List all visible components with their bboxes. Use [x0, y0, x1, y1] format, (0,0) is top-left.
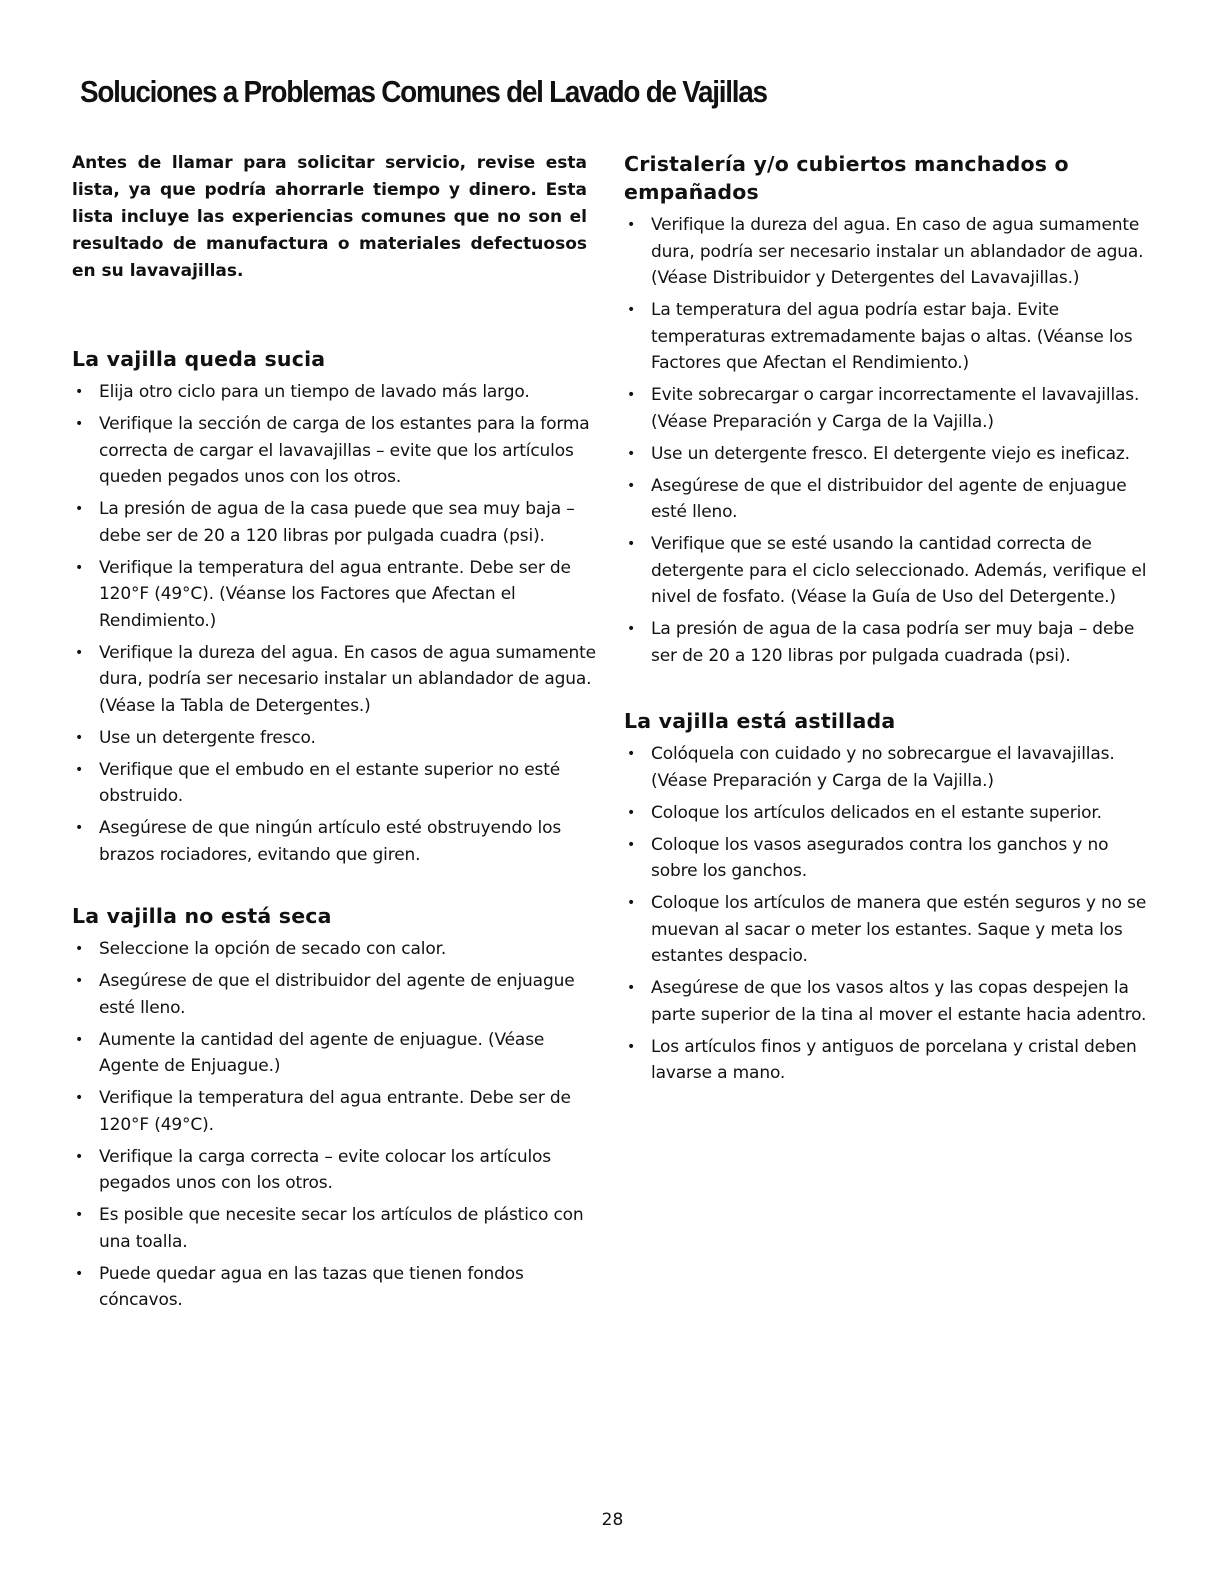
bullet-icon: •	[627, 302, 636, 318]
bullet-icon: •	[627, 477, 636, 494]
list-item	[72, 968, 597, 1021]
bullet-list	[624, 212, 1154, 669]
list-item-text: La temperatura del agua podría estar baja. Evite temperaturas extremadamente bajas o altas. (Véanse los Factores que Afectan el Rendimiento.)	[651, 300, 1133, 373]
list-item-text: Elija otro ciclo para un tiempo de lavado más largo.	[99, 382, 530, 402]
bullet-list	[624, 741, 1154, 1087]
bullet-icon: •	[75, 384, 84, 400]
bullet-icon: •	[627, 217, 636, 233]
list-item	[624, 441, 1154, 468]
list-item	[72, 411, 597, 491]
section-chipped-dishes	[624, 707, 1154, 1087]
bullet-icon: •	[75, 1031, 84, 1048]
list-item	[624, 473, 1154, 526]
list-item-text: Verifique la dureza del agua. En caso de agua sumamente dura, podría ser necesario instalar un ablandador de agua. (Véase Distribuidor y Detergentes del Lavavajillas.)	[651, 215, 1144, 288]
section-heading: La vajilla queda sucia	[72, 347, 326, 371]
bullet-icon: •	[75, 941, 84, 957]
bullet-icon: •	[75, 559, 84, 576]
bullet-icon: •	[75, 1207, 84, 1223]
bullet-icon: •	[627, 895, 636, 911]
section-heading: Cristalería y/o cubiertos manchados o empañados	[624, 152, 1069, 204]
bullet-icon: •	[75, 761, 84, 778]
list-item	[72, 555, 597, 635]
list-item-text: Use un detergente fresco.	[99, 727, 316, 748]
section-dishes-not-clean	[72, 345, 597, 868]
list-item-text: Coloque los artículos de manera que estén seguros y no se muevan al sacar o meter los estantes. Saque y meta los estantes despacio.	[651, 893, 1147, 966]
list-item	[72, 379, 597, 406]
list-item	[624, 890, 1154, 970]
list-item	[624, 616, 1154, 669]
bullet-icon: •	[75, 820, 84, 836]
section-spotted-glassware	[624, 150, 1154, 669]
list-item-text: Verifique que el embudo en el estante superior no esté obstruido.	[99, 759, 561, 806]
list-item	[72, 1202, 597, 1255]
list-item-text: Asegúrese de que el distribuidor del agente de enjuague esté lleno.	[651, 475, 1127, 522]
list-item	[624, 212, 1154, 292]
bullet-icon: •	[627, 387, 636, 403]
list-item-text: Aumente la cantidad del agente de enjuague. (Véase Agente de Enjuague.)	[99, 1029, 545, 1076]
list-item	[72, 1144, 597, 1197]
list-item-text: Evite sobrecargar o cargar incorrectamente el lavavajillas. (Véase Preparación y Carga de la Vajilla.)	[651, 385, 1140, 432]
bullet-icon: •	[75, 1265, 84, 1282]
list-item-text: Verifique que se esté usando la cantidad correcta de detergente para el ciclo seleccionado. Además, verifique el nivel de fosfato. (Véase la Guía de Uso del Detergente.)	[651, 534, 1147, 607]
list-item	[72, 936, 597, 963]
bullet-list	[72, 379, 597, 868]
page-number: 28	[601, 1510, 624, 1530]
list-item	[72, 496, 597, 549]
list-item	[72, 725, 597, 752]
bullet-icon: •	[75, 973, 84, 989]
list-item-text: Seleccione la opción de secado con calor.	[99, 939, 447, 959]
list-item-text: Es posible que necesite secar los artículos de plástico con una toalla.	[99, 1205, 584, 1252]
bullet-icon: •	[75, 644, 84, 661]
bullet-list	[72, 936, 597, 1314]
list-item	[624, 1034, 1154, 1087]
list-item-text: La presión de agua de la casa puede que sea muy baja – debe ser de 20 a 120 libras por pulgada cuadra (psi).	[99, 499, 575, 546]
list-item-text: Verifique la dureza del agua. En casos de agua sumamente dura, podría ser necesario instalar un ablandador de agua. (Véase la Tabla de Detergentes.)	[99, 642, 596, 716]
left-column	[72, 150, 597, 1319]
list-item	[72, 1027, 597, 1080]
bullet-icon: •	[75, 729, 84, 746]
section-dishes-not-dry	[72, 902, 597, 1314]
list-item	[72, 1261, 597, 1314]
list-item-text: Coloque los artículos delicados en el estante superior.	[651, 802, 1102, 823]
right-column	[624, 150, 1154, 1092]
bullet-icon: •	[75, 1148, 84, 1165]
bullet-icon: •	[627, 804, 636, 821]
bullet-icon: •	[75, 501, 84, 517]
bullet-icon: •	[627, 536, 636, 552]
list-item-text: Colóquela con cuidado y no sobrecargue el lavavajillas. (Véase Preparación y Carga de la Vajilla.)	[651, 744, 1115, 791]
list-item-text: Verifique la temperatura del agua entrante. Debe ser de 120°F (49°C).	[99, 1088, 571, 1135]
list-item	[624, 297, 1154, 377]
list-item-text: Use un detergente fresco. El detergente viejo es ineficaz.	[651, 443, 1130, 464]
list-item	[72, 640, 597, 720]
page-title: Soluciones a Problemas Comunes del Lavado de Vajillas	[80, 74, 767, 109]
list-item-text: Puede quedar agua en las tazas que tienen fondos cóncavos.	[99, 1263, 524, 1310]
list-item	[624, 382, 1154, 435]
list-item	[72, 757, 597, 810]
bullet-icon: •	[627, 980, 636, 996]
bullet-icon: •	[627, 1038, 636, 1055]
section-heading: La vajilla está astillada	[624, 709, 896, 733]
list-item-text: Verifique la temperatura del agua entrante. Debe ser de 120°F (49°C). (Véanse los Factores que Afectan el Rendimiento.)	[99, 557, 571, 631]
list-item	[72, 1085, 597, 1138]
bullet-icon: •	[75, 1090, 84, 1106]
list-item-text: La presión de agua de la casa podría ser muy baja – debe ser de 20 a 120 libras por pulgada cuadrada (psi).	[651, 619, 1135, 666]
list-item-text: Asegúrese de que los vasos altos y las copas despejen la parte superior de la tina al mover el estante hacia adentro.	[651, 978, 1147, 1025]
bullet-icon: •	[627, 746, 636, 762]
intro-paragraph: Antes de llamar para solicitar servicio, revise esta lista, ya que podría ahorrarle tiempo y dinero. Esta lista incluye las experiencias comunes que no son el resultado de manufactura o materiales defectuosos en su lavavajillas.	[72, 153, 587, 281]
list-item	[624, 741, 1154, 794]
list-item	[624, 531, 1154, 611]
list-item	[624, 832, 1154, 885]
bullet-icon: •	[75, 416, 84, 432]
list-item-text: Coloque los vasos asegurados contra los ganchos y no sobre los ganchos.	[651, 834, 1109, 881]
list-item	[624, 975, 1154, 1028]
bullet-icon: •	[627, 445, 636, 462]
list-item-text: Verifique la carga correcta – evite colocar los artículos pegados unos con los otros.	[99, 1146, 552, 1193]
list-item-text: Asegúrese de que el distribuidor del agente de enjuague esté lleno.	[99, 971, 575, 1018]
list-item	[624, 800, 1154, 827]
bullet-icon: •	[627, 621, 636, 637]
section-heading: La vajilla no está seca	[72, 904, 332, 928]
list-item-text: Asegúrese de que ningún artículo esté obstruyendo los brazos rociadores, evitando que giren.	[99, 818, 562, 865]
list-item-text: Los artículos finos y antiguos de porcelana y cristal deben lavarse a mano.	[651, 1036, 1137, 1083]
bullet-icon: •	[627, 836, 636, 853]
list-item-text: Verifique la sección de carga de los estantes para la forma correcta de cargar el lavavajillas – evite que los artículos queden pegados unos con los otros.	[99, 414, 590, 487]
list-item	[72, 815, 597, 868]
